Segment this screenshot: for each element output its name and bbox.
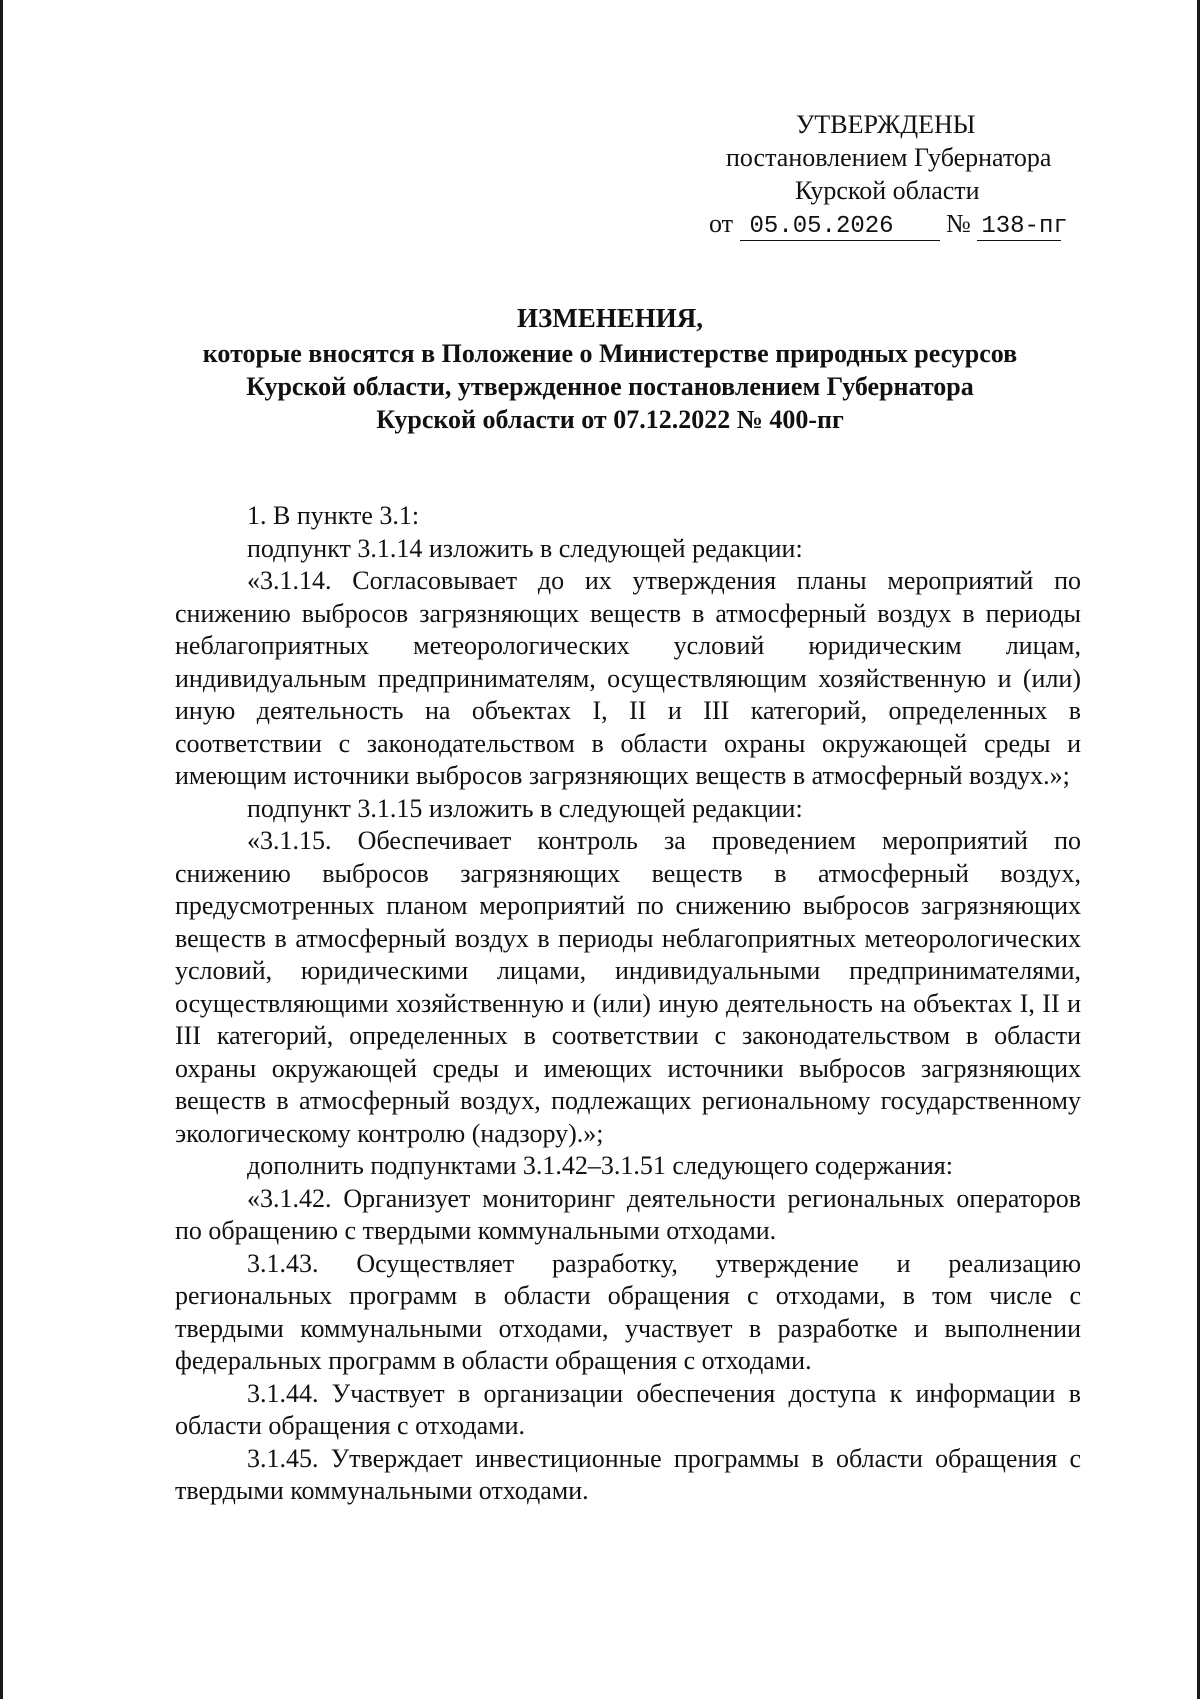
from-label: от bbox=[709, 209, 734, 238]
paragraph-3-1-43: 3.1.43. Осуществляет разработку, утверждение и реализацию региональных программ в области обращения с отходами, в том числе с твердыми коммунальными отходами, участвует в разработке и выполнении федеральных программ в области обращения с отходами. bbox=[175, 1248, 1081, 1375]
title-line-3: Курской области от 07.12.2022 № 400-пг bbox=[376, 405, 844, 434]
approved-label: УТВЕРЖДЕНЫ bbox=[796, 110, 976, 139]
approval-block bbox=[680, 108, 1100, 241]
document-title bbox=[160, 302, 1060, 436]
decree-date: 05.05.2026 bbox=[740, 214, 940, 241]
title-heading: ИЗМЕНЕНИЯ, bbox=[516, 303, 703, 333]
paragraph-supplement-intro: дополнить подпунктами 3.1.42–3.1.51 следующего содержания: bbox=[247, 1151, 953, 1180]
date-number-line bbox=[680, 207, 1100, 241]
decree-line: постановлением Губернатора bbox=[726, 143, 1052, 172]
scan-edge-left bbox=[0, 0, 3, 1699]
paragraph-3-1-44: 3.1.44. Участвует в организации обеспечения доступа к информации в области обращения с отходами. bbox=[175, 1378, 1081, 1440]
number-label: № bbox=[946, 209, 971, 238]
paragraph-subpoint-3-1-15-intro: подпункт 3.1.15 изложить в следующей редакции: bbox=[247, 793, 803, 823]
paragraph-3-1-42: «3.1.42. Организует мониторинг деятельности региональных операторов по обращению с твердыми коммунальными отходами. bbox=[175, 1183, 1081, 1245]
paragraph-item-1: 1. В пункте 3.1: bbox=[247, 501, 420, 530]
paragraph-subpoint-3-1-14-intro: подпункт 3.1.14 изложить в следующей редакции: bbox=[247, 533, 803, 563]
paragraph-3-1-45: 3.1.45. Утверждает инвестиционные программы в области обращения с твердыми коммунальными отходами. bbox=[175, 1443, 1081, 1505]
document-body bbox=[175, 500, 1081, 1508]
title-line-1: которые вносятся в Положение о Министерстве природных ресурсов bbox=[202, 339, 1018, 368]
title-line-2: Курской области, утвержденное постановлением Губернатора bbox=[246, 372, 974, 401]
paragraph-3-1-15: «3.1.15. Обеспечивает контроль за проведением мероприятий по снижению выбросов загрязняющих веществ в атмосферный воздух, предусмотренных планом мероприятий по снижению выбросов загрязняющих веществ в атмосферный воздух в периоды неблагоприятных метеорологических условий, юридическими лицами, индивидуальными предпринимателями, осуществляющими хозяйственную и (или) иную деятельность на объектах I, II и III категорий, определенных в соответствии с законодательством в области охраны окружающей среды и имеющих источники выбросов загрязняющих веществ в атмосферный воздух, подлежащих региональному государственному экологическому контролю (надзору).»; bbox=[175, 826, 1081, 1148]
region-line: Курской области bbox=[795, 176, 980, 205]
paragraph-3-1-14: «3.1.14. Согласовывает до их утверждения планы мероприятий по снижению выбросов загрязняющих веществ в атмосферный воздух в периоды неблагоприятных метеорологических условий юридическим лицам, индивидуальным предпринимателям, осуществляющим хозяйственную и (или) иную деятельность на объектах I, II и III категорий, определенных в соответствии с законодательством в области охраны окружающей среды и имеющим источники выбросов загрязняющих веществ в атмосферный воздух.»; bbox=[175, 566, 1081, 790]
decree-number: 138-пг bbox=[977, 214, 1061, 241]
